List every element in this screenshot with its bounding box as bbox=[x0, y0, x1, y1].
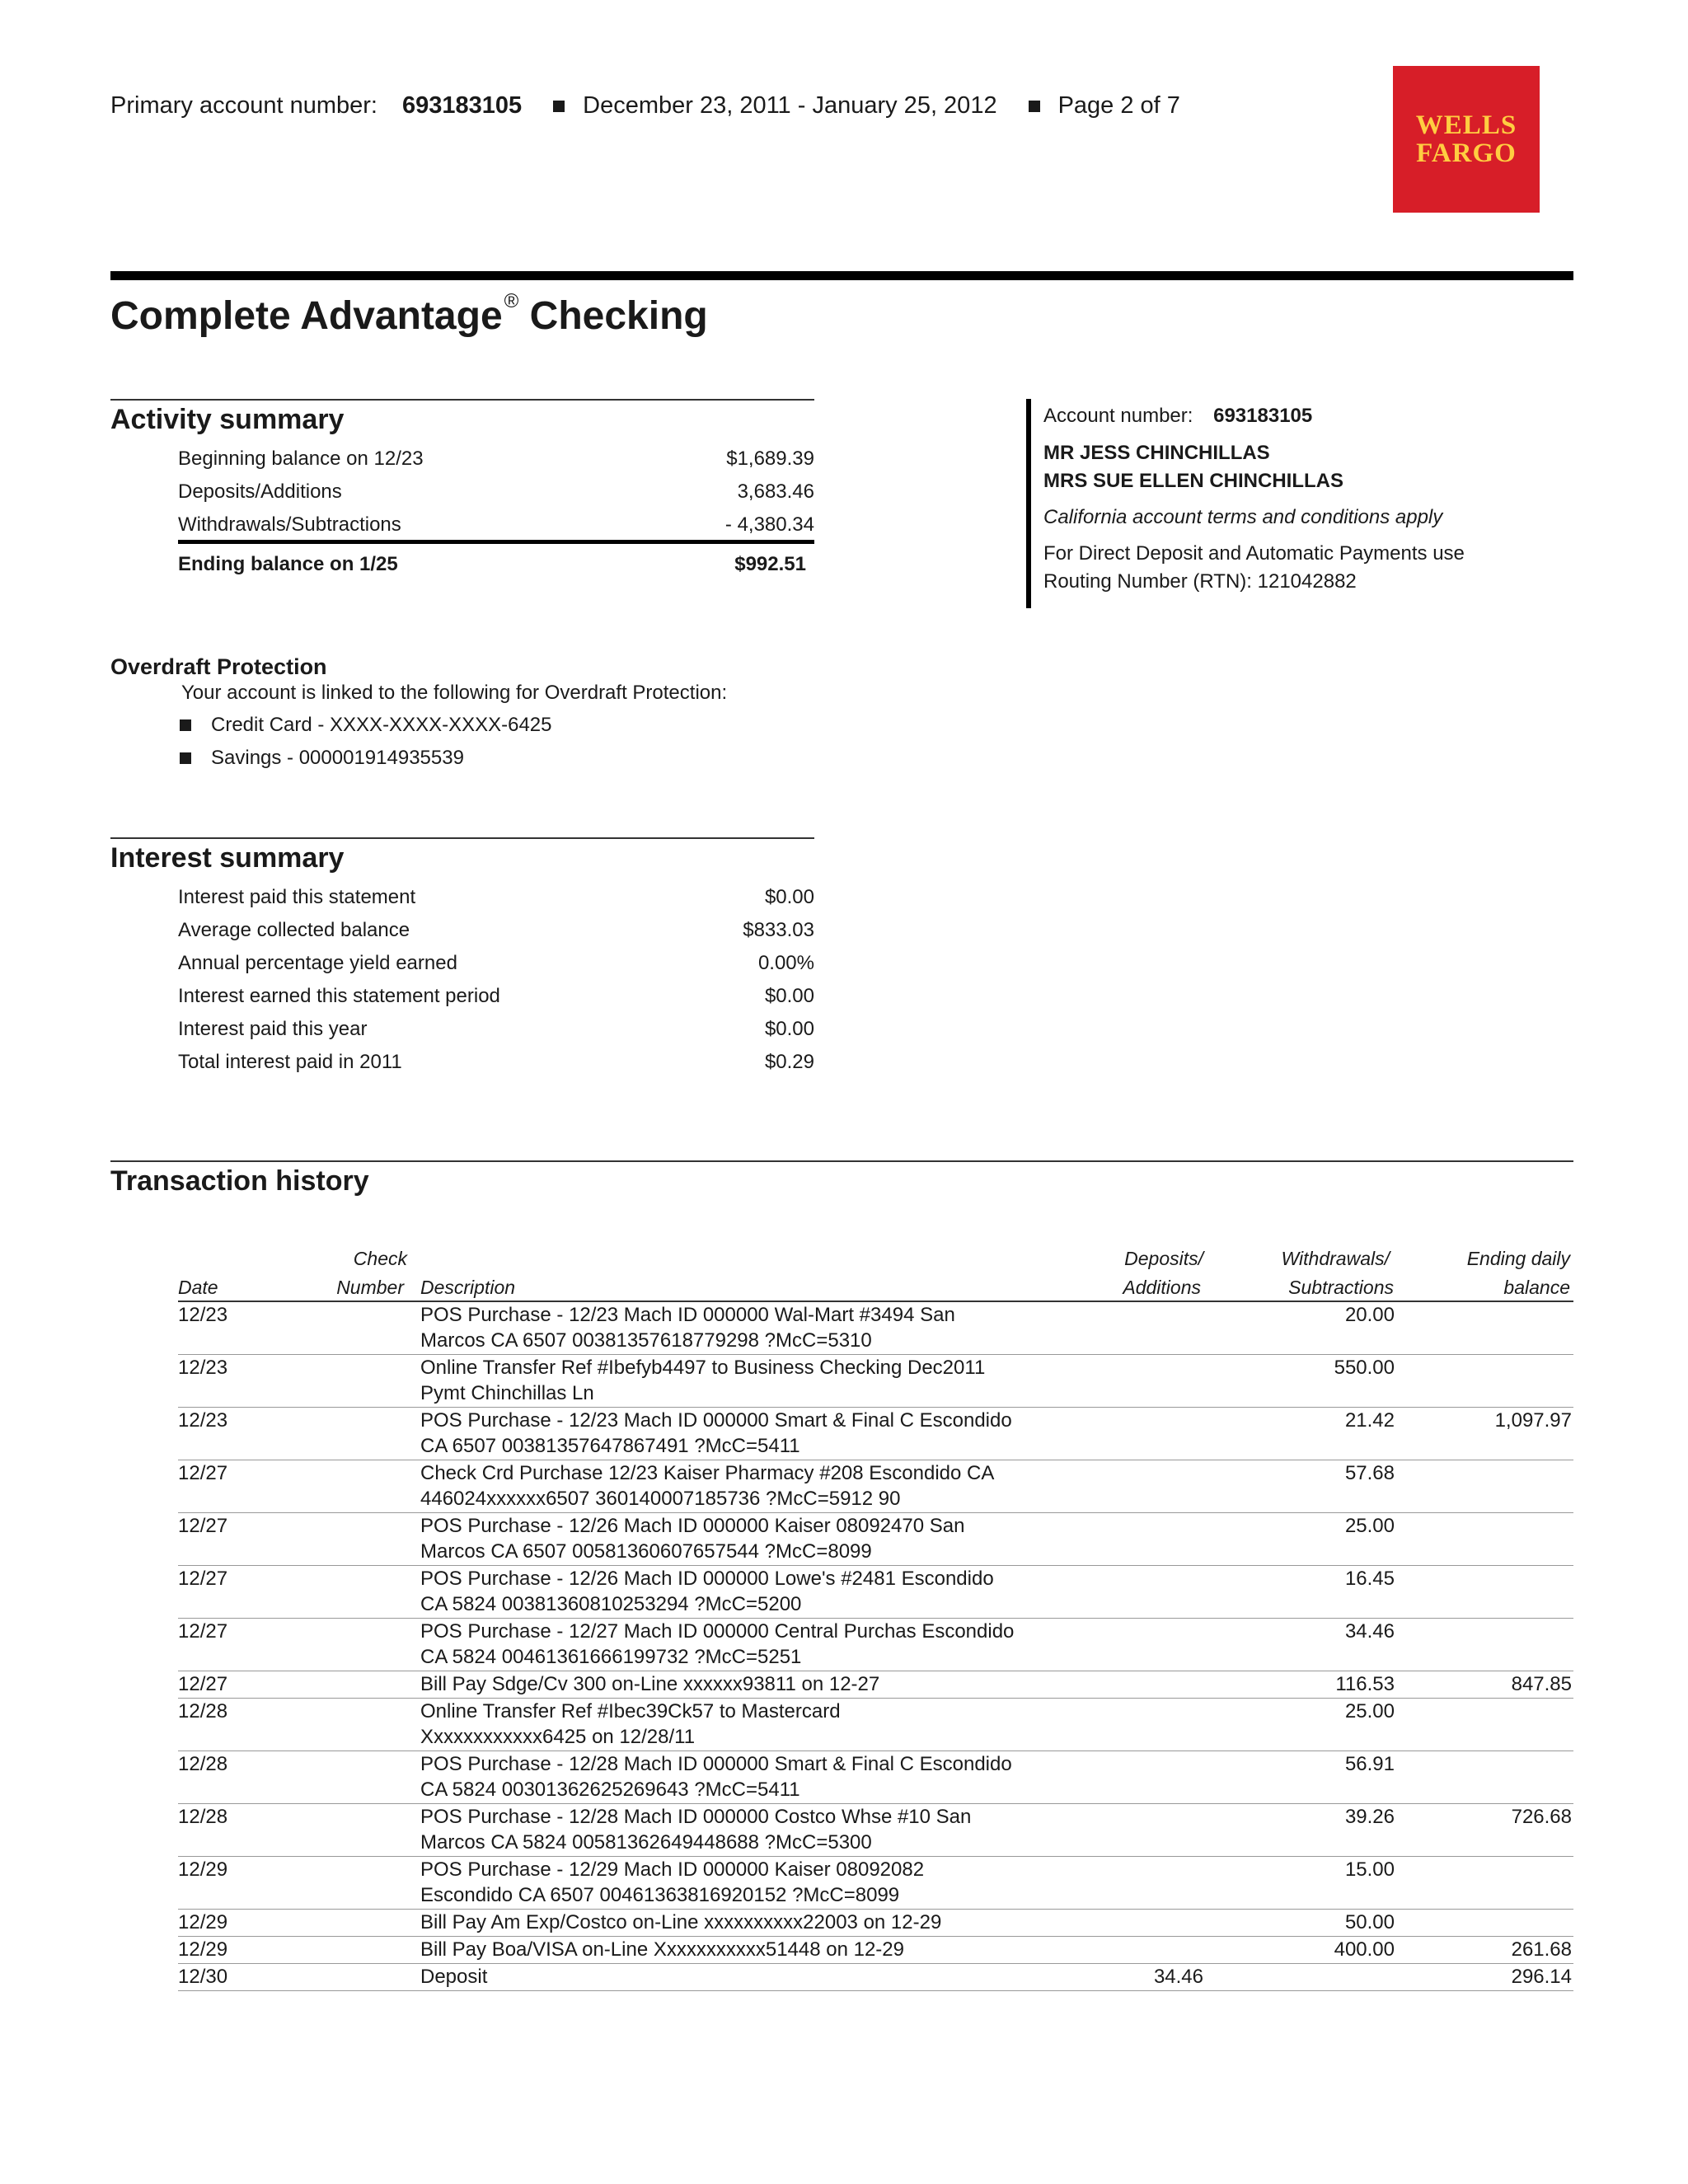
column-header-balance-2: balance bbox=[1503, 1277, 1570, 1298]
cell-withdrawal: 39.26 bbox=[1344, 1806, 1395, 1828]
interest-value: $0.00 bbox=[764, 985, 814, 1007]
activity-value: $1,689.39 bbox=[726, 448, 814, 470]
cell-withdrawal: 57.68 bbox=[1344, 1462, 1395, 1484]
cell-description: POS Purchase - 12/28 Mach ID 000000 Smart & Final C Escondido bbox=[420, 1753, 1012, 1775]
interest-summary-rule bbox=[110, 837, 814, 839]
cell-description: POS Purchase - 12/26 Mach ID 000000 Lowe's #2481 Escondido bbox=[420, 1568, 994, 1590]
account-owner-1: MR JESS CHINCHILLAS bbox=[1043, 442, 1270, 464]
transaction-history-rule bbox=[110, 1160, 1573, 1162]
cell-date: 12/29 bbox=[178, 1858, 228, 1881]
activity-summary-title: Activity summary bbox=[110, 404, 345, 435]
bullet-square-icon bbox=[180, 752, 191, 764]
interest-row bbox=[178, 1018, 814, 1041]
cell-description: POS Purchase - 12/28 Mach ID 000000 Costco Whse #10 San bbox=[420, 1806, 972, 1828]
cell-description-line-2: Escondido CA 6507 00461363816920152 ?McC=8099 bbox=[420, 1884, 900, 1906]
activity-label: Beginning balance on 12/23 bbox=[178, 448, 424, 470]
cell-date: 12/27 bbox=[178, 1673, 228, 1695]
account-box-bar bbox=[1026, 399, 1031, 608]
interest-label: Average collected balance bbox=[178, 919, 410, 941]
column-header-balance-1: Ending daily bbox=[1466, 1248, 1570, 1269]
cell-withdrawal: 20.00 bbox=[1344, 1304, 1395, 1326]
interest-label: Interest earned this statement period bbox=[178, 985, 500, 1007]
cell-description-line-2: Xxxxxxxxxxxx6425 on 12/28/11 bbox=[420, 1726, 696, 1748]
logo-line-1: WELLS bbox=[1415, 110, 1517, 140]
column-header-description: Description bbox=[420, 1277, 516, 1298]
interest-label: Annual percentage yield earned bbox=[178, 952, 457, 974]
account-number-line bbox=[1043, 405, 1312, 428]
routing-number: Routing Number (RTN): 121042882 bbox=[1043, 570, 1357, 593]
cell-balance: 847.85 bbox=[1511, 1673, 1572, 1695]
cell-description: POS Purchase - 12/23 Mach ID 000000 Wal-Mart #3494 San bbox=[420, 1304, 955, 1326]
column-header-check-1: Check bbox=[353, 1248, 407, 1269]
cell-date: 12/30 bbox=[178, 1966, 228, 1988]
activity-label: Withdrawals/Subtractions bbox=[178, 513, 401, 536]
cell-deposit: 34.46 bbox=[1153, 1966, 1203, 1988]
activity-row bbox=[178, 480, 814, 504]
cell-description-line-2: 446024xxxxxx6507 360140007185736 ?McC=5912 90 bbox=[420, 1488, 901, 1510]
bullet-square-icon bbox=[1029, 101, 1040, 112]
column-header-withdrawals-2: Subtractions bbox=[1288, 1277, 1394, 1298]
column-header-date: Date bbox=[178, 1277, 218, 1298]
logo-line-2: FARGO bbox=[1416, 138, 1517, 168]
account-terms-text: California account terms and conditions apply bbox=[1043, 506, 1443, 528]
cell-date: 12/23 bbox=[178, 1357, 228, 1379]
cell-description-line-2: CA 6507 00381357647867491 ?McC=5411 bbox=[420, 1435, 800, 1457]
cell-withdrawal: 550.00 bbox=[1334, 1357, 1395, 1379]
cell-date: 12/23 bbox=[178, 1304, 228, 1326]
cell-date: 12/28 bbox=[178, 1806, 228, 1828]
interest-summary-title: Interest summary bbox=[110, 842, 345, 874]
cell-description-line-2: Marcos CA 5824 00581362649448688 ?McC=5300 bbox=[420, 1831, 872, 1854]
cell-balance: 261.68 bbox=[1511, 1938, 1572, 1961]
activity-value: 3,683.46 bbox=[737, 480, 814, 503]
overdraft-item-text: Savings - 000001914935539 bbox=[211, 747, 464, 769]
ending-balance-label: Ending balance on 1/25 bbox=[178, 553, 398, 575]
cell-description-line-2: Marcos CA 6507 00381357618779298 ?McC=5310 bbox=[420, 1329, 872, 1352]
cell-withdrawal: 21.42 bbox=[1344, 1409, 1395, 1432]
interest-value: $0.00 bbox=[764, 1018, 814, 1040]
activity-label: Deposits/Additions bbox=[178, 480, 342, 503]
page-indicator: Page 2 of 7 bbox=[1057, 92, 1180, 119]
interest-row bbox=[178, 985, 814, 1008]
bullet-square-icon bbox=[553, 101, 565, 112]
ending-balance-row bbox=[178, 553, 806, 576]
account-number: 693183105 bbox=[1213, 405, 1313, 427]
interest-label: Interest paid this year bbox=[178, 1018, 368, 1040]
cell-withdrawal: 400.00 bbox=[1334, 1938, 1395, 1961]
activity-row bbox=[178, 513, 814, 537]
account-number-label: Account number: bbox=[1043, 405, 1193, 427]
cell-withdrawal: 56.91 bbox=[1344, 1753, 1395, 1775]
account-terms bbox=[1043, 506, 1442, 529]
cell-date: 12/29 bbox=[178, 1938, 228, 1961]
cell-balance: 296.14 bbox=[1511, 1966, 1572, 1988]
cell-withdrawal: 16.45 bbox=[1344, 1568, 1395, 1590]
primary-account-number: 693183105 bbox=[401, 92, 523, 119]
column-header-check-2: Number bbox=[336, 1277, 404, 1298]
cell-balance: 726.68 bbox=[1511, 1806, 1572, 1828]
interest-value: 0.00% bbox=[757, 952, 814, 974]
transaction-history-title: Transaction history bbox=[110, 1165, 369, 1197]
cell-description: Online Transfer Ref #Ibefyb4497 to Business Checking Dec2011 bbox=[420, 1357, 986, 1379]
cell-description-line-2: CA 5824 00301362625269643 ?McC=5411 bbox=[420, 1779, 800, 1801]
page-title bbox=[110, 290, 708, 339]
interest-value: $0.29 bbox=[764, 1051, 814, 1073]
cell-description-line-2: CA 5824 00381360810253294 ?McC=5200 bbox=[420, 1593, 802, 1615]
cell-description: POS Purchase - 12/29 Mach ID 000000 Kaiser 08092082 bbox=[420, 1858, 925, 1881]
cell-withdrawal: 25.00 bbox=[1344, 1515, 1395, 1537]
direct-deposit-text: For Direct Deposit and Automatic Payments use bbox=[1043, 542, 1465, 565]
ending-balance-rule bbox=[178, 540, 814, 544]
cell-date: 12/27 bbox=[178, 1568, 228, 1590]
title-divider bbox=[110, 271, 1573, 280]
column-header-deposits-2: Additions bbox=[1123, 1277, 1201, 1298]
cell-description: Check Crd Purchase 12/23 Kaiser Pharmacy #208 Escondido CA bbox=[420, 1462, 995, 1484]
cell-balance: 1,097.97 bbox=[1494, 1409, 1572, 1432]
cell-description-line-2: CA 5824 00461361666199732 ?McC=5251 bbox=[420, 1646, 802, 1668]
registered-mark: ® bbox=[504, 290, 519, 312]
cell-withdrawal: 25.00 bbox=[1344, 1700, 1395, 1722]
interest-row bbox=[178, 1051, 814, 1074]
ending-balance-value: $992.51 bbox=[734, 553, 806, 575]
column-header-deposits-1: Deposits/ bbox=[1124, 1248, 1203, 1269]
overdraft-item bbox=[180, 747, 464, 770]
interest-label: Interest paid this statement bbox=[178, 886, 416, 908]
overdraft-item bbox=[180, 714, 552, 737]
cell-date: 12/23 bbox=[178, 1409, 228, 1432]
activity-row bbox=[178, 448, 814, 471]
cell-withdrawal: 15.00 bbox=[1344, 1858, 1395, 1881]
interest-value: $0.00 bbox=[764, 886, 814, 908]
product-name: Complete Advantage bbox=[110, 294, 503, 338]
cell-description-line-2: Pymt Chinchillas Ln bbox=[420, 1382, 594, 1404]
cell-date: 12/28 bbox=[178, 1753, 228, 1775]
cell-description: Bill Pay Sdge/Cv 300 on-Line xxxxxx93811 on 12-27 bbox=[420, 1673, 880, 1695]
cell-date: 12/28 bbox=[178, 1700, 228, 1722]
row-divider bbox=[178, 1990, 1573, 1991]
activity-summary-rule bbox=[110, 399, 814, 401]
interest-label: Total interest paid in 2011 bbox=[178, 1051, 402, 1073]
statement-header bbox=[110, 92, 1180, 120]
cell-description: POS Purchase - 12/26 Mach ID 000000 Kaiser 08092470 San bbox=[420, 1515, 965, 1537]
overdraft-item-text: Credit Card - XXXX-XXXX-XXXX-6425 bbox=[211, 714, 552, 736]
cell-description: Online Transfer Ref #Ibec39Ck57 to Mastercard bbox=[420, 1700, 841, 1722]
product-suffix: Checking bbox=[529, 294, 708, 338]
cell-date: 12/27 bbox=[178, 1462, 228, 1484]
interest-row bbox=[178, 952, 814, 975]
statement-date-range: December 23, 2011 - January 25, 2012 bbox=[583, 92, 997, 119]
cell-description-line-2: Marcos CA 6507 00581360607657544 ?McC=8099 bbox=[420, 1540, 872, 1563]
interest-row bbox=[178, 919, 814, 942]
cell-description: Deposit bbox=[420, 1966, 488, 1988]
cell-withdrawal: 34.46 bbox=[1344, 1620, 1395, 1643]
activity-value: - 4,380.34 bbox=[724, 513, 814, 536]
cell-description: Bill Pay Boa/VISA on-Line Xxxxxxxxxxx51448 on 12-29 bbox=[420, 1938, 904, 1961]
cell-date: 12/29 bbox=[178, 1911, 228, 1933]
bullet-square-icon bbox=[180, 719, 191, 731]
cell-date: 12/27 bbox=[178, 1515, 228, 1537]
overdraft-intro: Your account is linked to the following for Overdraft Protection: bbox=[181, 682, 728, 704]
interest-value: $833.03 bbox=[743, 919, 814, 941]
cell-description: Bill Pay Am Exp/Costco on-Line xxxxxxxxxx22003 on 12-29 bbox=[420, 1911, 942, 1933]
overdraft-title: Overdraft Protection bbox=[110, 654, 327, 679]
cell-date: 12/27 bbox=[178, 1620, 228, 1643]
cell-description: POS Purchase - 12/27 Mach ID 000000 Central Purchas Escondido bbox=[420, 1620, 1015, 1643]
account-owner-2: MRS SUE ELLEN CHINCHILLAS bbox=[1043, 470, 1344, 492]
interest-row bbox=[178, 886, 814, 909]
cell-withdrawal: 50.00 bbox=[1344, 1911, 1395, 1933]
wells-fargo-logo bbox=[1393, 66, 1540, 213]
primary-account-label: Primary account number: bbox=[110, 92, 377, 119]
cell-withdrawal: 116.53 bbox=[1335, 1673, 1395, 1695]
cell-description: POS Purchase - 12/23 Mach ID 000000 Smart & Final C Escondido bbox=[420, 1409, 1012, 1432]
column-header-withdrawals-1: Withdrawals/ bbox=[1281, 1248, 1390, 1269]
